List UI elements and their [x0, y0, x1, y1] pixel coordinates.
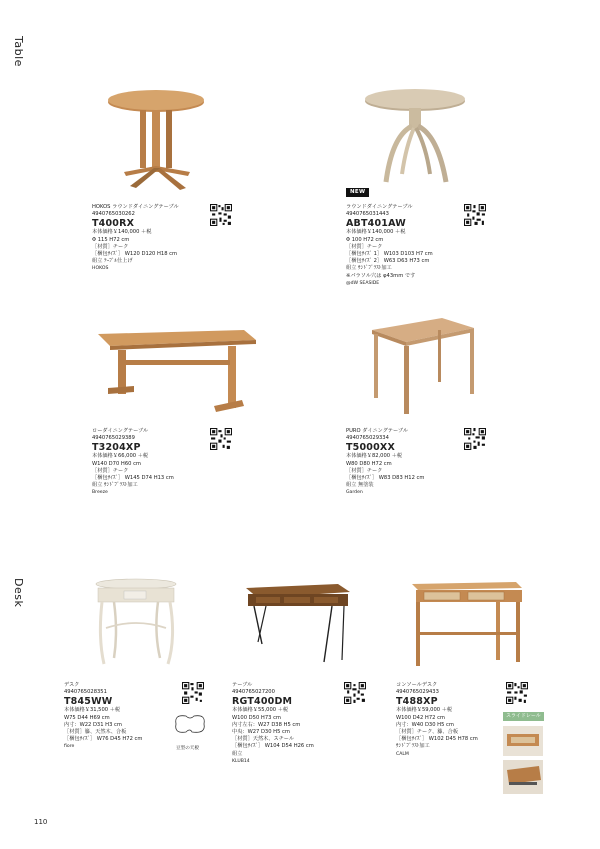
product-brand: Breeze — [92, 490, 108, 496]
product-size: W140 D70 H60 cm — [92, 460, 141, 467]
product-t400rx — [92, 204, 179, 272]
slide-rail-badge: スライドレール — [503, 712, 544, 721]
qr-code-icon[interactable] — [182, 682, 204, 704]
shape-caption: 豆型の天板 — [176, 746, 199, 751]
qr-code-icon[interactable] — [210, 204, 232, 226]
low-dining-table-image — [94, 326, 258, 414]
product-material: ［材質］チーク — [346, 243, 383, 250]
product-brand: fiore — [64, 744, 75, 750]
product-rgt400dm — [232, 682, 314, 765]
product-code: RGT400DM — [232, 696, 293, 708]
product-jan: 4940765030262 — [92, 211, 135, 218]
white-rattan-desk-image — [94, 578, 180, 668]
qr-code-icon[interactable] — [506, 682, 528, 704]
product-name: デスク — [64, 682, 80, 688]
product-assembly: 組立 ﾃｰﾌﾞﾙ仕上げ — [92, 258, 133, 265]
qr-code-icon[interactable] — [210, 428, 232, 450]
product-jan: 4940765029334 — [346, 435, 389, 442]
product-name: PURO ダイニングテーブル — [346, 428, 409, 434]
product-material: ［材質］チーク — [346, 467, 383, 474]
product-name: コンソールデスク — [396, 682, 438, 688]
product-material: ［材質］チーク、籐、合板 — [396, 729, 459, 736]
product-brand: CALM — [396, 751, 409, 757]
product-assembly: 組立 ｻﾝﾄﾞﾌﾞﾗｽﾄ加工 — [92, 482, 138, 489]
product-price: 本体価格￥59,000 ＋税 — [396, 707, 453, 714]
product-code: T5000XX — [346, 442, 395, 454]
product-size: W100 D42 H72 cm — [396, 714, 445, 721]
product-jan: 4940765028351 — [64, 689, 107, 696]
slide-rail-detail-thumbnail — [503, 760, 543, 794]
product-material: ［材質］籐、天然木、合板 — [64, 729, 127, 736]
product-assembly: 組立 — [232, 750, 243, 757]
product-material: ［材質］天然木、スチール — [232, 736, 295, 743]
product-brand: @dW SEASIDE — [346, 280, 380, 286]
product-price: 本体価格￥140,000 ＋税 — [92, 229, 152, 236]
new-badge: NEW — [346, 188, 369, 197]
section-label-desk: Desk — [12, 578, 25, 608]
product-code: T845WW — [64, 696, 113, 708]
product-material: ［材質］チーク — [92, 243, 129, 250]
product-package: ［梱包ｻｲｽﾞ］ W83 D83 H12 cm — [346, 475, 425, 482]
section-label-table: Table — [12, 36, 25, 67]
page-number: 110 — [34, 818, 48, 826]
product-package: ［梱包ｻｲｽﾞ］ W102 D45 H78 cm — [396, 736, 478, 743]
product-inner-size: 内寸：W40 D30 H5 cm — [396, 721, 454, 728]
product-brand: HOKOS — [92, 266, 109, 272]
product-abt401aw — [346, 204, 433, 287]
qr-code-icon[interactable] — [464, 428, 486, 450]
product-jan: 4940765027200 — [232, 689, 275, 696]
product-package-1: ［梱包ｻｲｽﾞ 1］ W103 D103 H7 cm — [346, 251, 433, 258]
product-inner-size-center: 中央：W27 D30 H5 cm — [232, 729, 290, 736]
product-t5000xx — [346, 428, 424, 496]
product-jan: 4940765031443 — [346, 211, 389, 218]
product-brand: KLUB14 — [232, 758, 250, 764]
product-code: T488XP — [396, 696, 438, 708]
product-inner-size-side: 内寸左右：W27 D38 H5 cm — [232, 721, 301, 728]
product-t488xp — [396, 682, 478, 758]
product-name: ラウンドダイニングテーブル — [346, 204, 413, 210]
product-name: テーブル — [232, 682, 253, 688]
product-package: ［梱包ｻｲｽﾞ］ W76 D45 H72 cm — [64, 736, 143, 743]
product-jan: 4940765029389 — [92, 435, 135, 442]
drawer-detail-thumbnail — [503, 726, 543, 756]
product-code: ABT401AW — [346, 218, 406, 230]
product-material: ［材質］チーク — [92, 467, 129, 474]
product-price: 本体価格￥55,000 ＋税 — [232, 707, 289, 714]
product-size: Φ 100 H72 cm — [346, 236, 384, 243]
product-size: Φ 115 H72 cm — [92, 236, 130, 243]
product-finish: ｻﾝﾄﾞﾌﾞﾗｽﾄ加工 — [396, 743, 430, 750]
product-size: W100 D50 H73 cm — [232, 714, 281, 721]
product-package: ［梱包ｻｲｽﾞ］ W145 D74 H13 cm — [92, 475, 174, 482]
round-teak-table-image — [104, 88, 208, 192]
product-size: W75 D44 H69 cm — [64, 714, 110, 721]
product-price: 本体価格￥66,000 ＋税 — [92, 453, 149, 460]
product-jan: 4940765029433 — [396, 689, 439, 696]
console-desk-image — [410, 580, 524, 670]
product-t3204xp — [92, 428, 174, 496]
product-price: 本体価格￥140,000 ＋税 — [346, 229, 406, 236]
bean-shape-top-icon — [172, 712, 208, 736]
product-t845ww — [64, 682, 142, 750]
product-name: HOKOS ラウンドダイニングテーブル — [92, 204, 179, 210]
product-size: W80 D80 H72 cm — [346, 460, 392, 467]
round-whitewash-table-image — [362, 86, 468, 186]
product-inner-size: 内寸：W22 D31 H3 cm — [64, 721, 122, 728]
product-code: T400RX — [92, 218, 135, 230]
qr-code-icon[interactable] — [344, 682, 366, 704]
product-code: T3204XP — [92, 442, 141, 454]
wood-steel-table-image — [242, 582, 352, 670]
product-brand: Garden — [346, 490, 363, 496]
puro-square-table-image — [366, 316, 478, 416]
product-assembly: 組立 ｻﾝﾄﾞﾌﾞﾗｽﾄ加工 — [346, 265, 392, 272]
product-price: 本体価格￥82,000 ＋税 — [346, 453, 403, 460]
product-package: ［梱包ｻｲｽﾞ］ W120 D120 H18 cm — [92, 251, 178, 258]
qr-code-icon[interactable] — [464, 204, 486, 226]
product-package: ［梱包ｻｲｽﾞ］ W104 D54 H26 cm — [232, 743, 314, 750]
product-assembly: 組立 無塗装 — [346, 482, 374, 489]
product-package-2: ［梱包ｻｲｽﾞ 2］ W63 D63 H73 cm — [346, 258, 430, 265]
product-name: ローダイニングテーブル — [92, 428, 149, 434]
product-price: 本体価格￥31,500 ＋税 — [64, 707, 121, 714]
product-note: ※パラソル穴は φ43mm です — [346, 272, 416, 279]
